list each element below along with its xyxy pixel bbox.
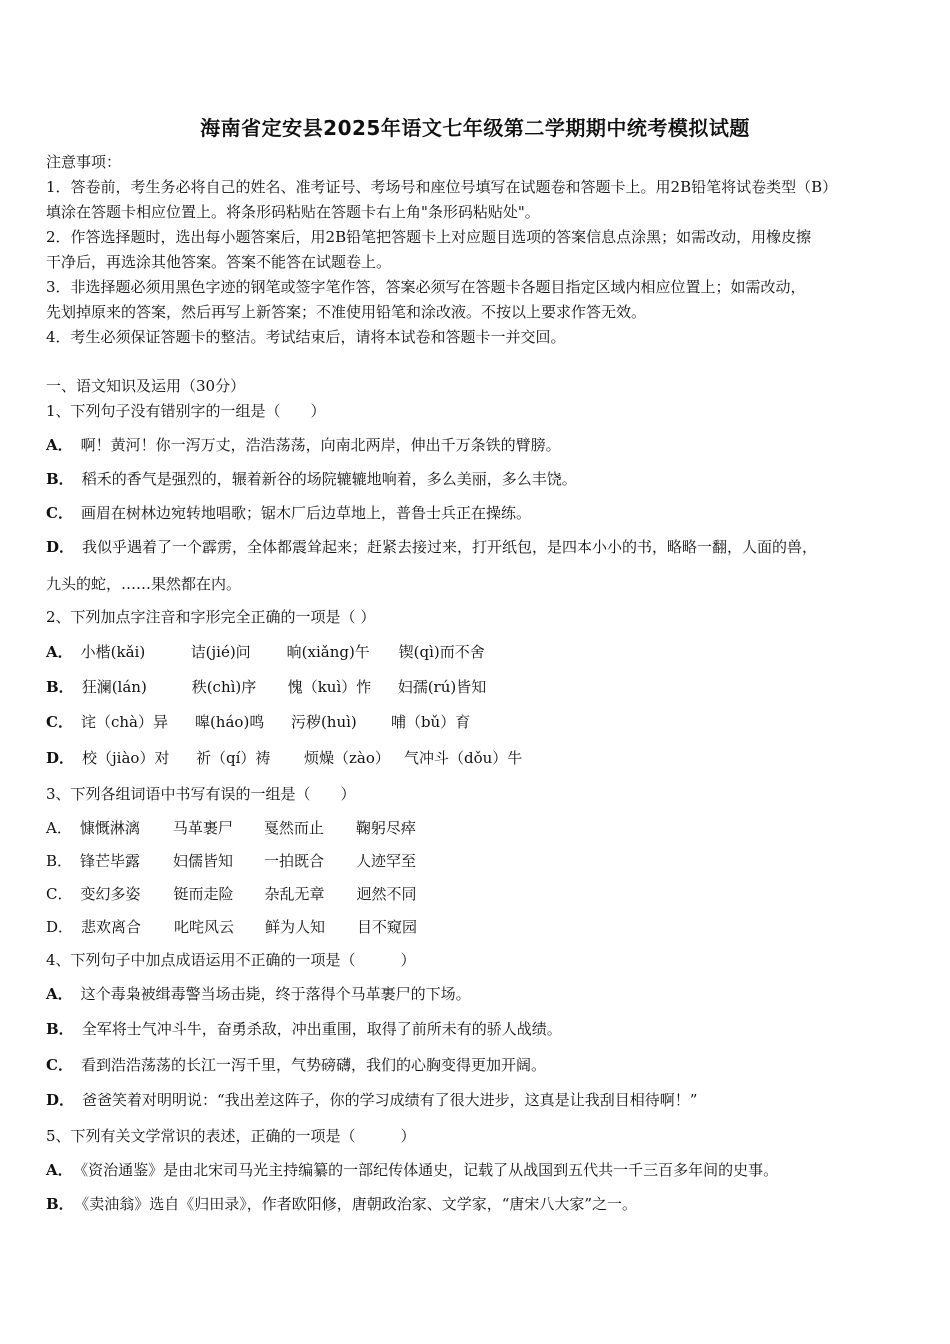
option-line — [46, 712, 470, 732]
notice-line: 1．答卷前，考生务必将自己的姓名、准考证号、考场号和座位号填写在试题卷和答题卡上。用2B铅笔将试卷类型（B） — [46, 178, 838, 196]
option-line — [46, 1019, 562, 1039]
question-stem: 5、下列有关文学常识的表述，正确的一项是（ ） — [46, 1127, 416, 1145]
option-line — [46, 642, 485, 662]
option-line — [46, 503, 531, 523]
option-label: C． — [46, 1056, 73, 1074]
option-label: C． — [46, 713, 73, 731]
notice-line: 3．非选择题必须用黑色字迹的钢笔或签字笔作答，答案必须写在答题卡各题目指定区域内相应位置上；如需改动， — [46, 278, 806, 296]
option-item: 烦燥（zào） — [304, 749, 390, 767]
option-item: 校（jiào）对 — [82, 749, 170, 767]
option-label: A． — [46, 985, 73, 1003]
option-item: 哺（bǔ）育 — [390, 713, 471, 731]
option-item: 秩(chì)序 — [191, 678, 257, 696]
option-text: 稻禾的香气是强烈的，辗着新谷的场院辘辘地响着，多么美丽，多么丰饶。 — [81, 470, 577, 488]
option-item: 目不窥园 — [357, 918, 418, 936]
option-label: B． — [46, 852, 73, 870]
option-line — [46, 851, 416, 871]
option-item: 鞠躬尽瘁 — [355, 819, 416, 837]
option-line — [46, 537, 817, 557]
option-label: B． — [46, 470, 74, 488]
option-label: D． — [46, 749, 75, 767]
option-item: 气冲斗（dǒu）牛 — [404, 749, 523, 767]
option-item: 愧（kuì）怍 — [287, 678, 372, 696]
option-item: 叱咤风云 — [174, 918, 235, 936]
option-item: 祈（qí）祷 — [196, 749, 271, 767]
option-line — [46, 469, 577, 489]
option-label: A． — [46, 819, 72, 837]
option-continuation: 九头的蛇，……果然都在内。 — [46, 575, 242, 593]
option-line — [46, 1055, 546, 1075]
option-label: C． — [46, 504, 73, 522]
notice-line: 填涂在答题卡相应位置上。将条形码粘贴在答题卡右上角"条形码粘贴处"。 — [46, 203, 540, 221]
notice-heading: 注意事项： — [46, 153, 122, 171]
option-item: 狂澜(lán) — [81, 678, 147, 696]
question-stem: 2、下列加点字注音和字形完全正确的一项是（ ） — [46, 608, 376, 626]
option-text: 爸爸笑着对明明说：“我出差这阵子，你的学习成绩有了很大进步，这真是让我刮目相待啊！” — [82, 1091, 698, 1109]
option-line — [46, 1090, 697, 1110]
option-line — [46, 884, 417, 904]
option-label: A． — [46, 643, 73, 661]
option-text: 画眉在树林边宛转地唱歌；锯木厂后边草地上，普鲁士兵正在操练。 — [80, 504, 531, 522]
option-item: 慷慨淋漓 — [79, 819, 140, 837]
option-item: 嗥(háo)鸣 — [194, 713, 265, 731]
option-line — [46, 1160, 778, 1180]
option-item: 小楷(kǎi) — [80, 643, 146, 661]
option-line — [46, 984, 471, 1004]
option-line — [46, 818, 416, 838]
option-label: D． — [46, 538, 75, 556]
option-item: 妇孺(rú)皆知 — [397, 678, 487, 696]
option-item: 污秽(huì) — [290, 713, 357, 731]
option-item: 鲜为人知 — [265, 918, 326, 936]
option-label: D． — [46, 918, 74, 936]
option-text: 《资治通鉴》是由北宋司马光主持编纂的一部纪传体通史，记载了从战国到五代共一千三百多年间的史事。 — [80, 1161, 779, 1179]
option-line — [46, 917, 417, 937]
option-text: 看到浩浩荡荡的长江一泻千里，气势磅礴，我们的心胸变得更加开阔。 — [80, 1056, 546, 1074]
option-item: 杂乱无章 — [264, 885, 325, 903]
option-line — [46, 677, 486, 697]
section-heading: 一、语文知识及运用（30分） — [46, 377, 246, 395]
question-stem: 1、下列句子没有错别字的一组是（ ） — [46, 402, 326, 420]
option-item: 迥然不同 — [356, 885, 417, 903]
option-label: A． — [46, 1161, 73, 1179]
option-text: 我似乎遇着了一个霹雳，全体都震耸起来；赶紧去接过来，打开纸包，是四本小小的书，略略一翻，人面的兽， — [82, 538, 818, 556]
notice-line: 先划掉原来的答案，然后再写上新答案；不准使用铅笔和涂改液。不按以上要求作答无效。 — [46, 303, 647, 321]
option-item: 锋芒毕露 — [80, 852, 141, 870]
option-label: A． — [46, 436, 73, 454]
option-text: 《卖油翁》选自《归田录》，作者欧阳修，唐朝政治家、文学家，“唐宋八大家”之一。 — [81, 1195, 638, 1213]
option-label: B． — [46, 1195, 74, 1213]
option-item: 马革裹尸 — [172, 819, 233, 837]
option-text: 这个毒枭被缉毒警当场击毙，终于落得个马革裹尸的下场。 — [80, 985, 471, 1003]
notice-line: 2．作答选择题时，选出每小题答案后，用2B铅笔把答题卡上对应题目选项的答案信息点涂黑；如需改动，用橡皮擦 — [46, 228, 812, 246]
option-label: B． — [46, 1020, 74, 1038]
option-item: 悲欢离合 — [81, 918, 142, 936]
option-item: 铤而走险 — [173, 885, 234, 903]
option-item: 诘(jié)问 — [190, 643, 251, 661]
option-label: B． — [46, 678, 74, 696]
option-item: 一拍既合 — [264, 852, 325, 870]
option-text: 啊！黄河！你一泻万丈，浩浩荡荡，向南北两岸，伸出千万条铁的臂膀。 — [80, 436, 561, 454]
notice-line: 干净后，再选涂其他答案。答案不能答在试题卷上。 — [46, 253, 392, 271]
option-line — [46, 1194, 637, 1214]
option-label: D． — [46, 1091, 75, 1109]
option-item: 诧（chà）异 — [80, 713, 168, 731]
option-text: 全军将士气冲斗牛，奋勇杀敌，冲出重围，取得了前所未有的骄人战绩。 — [81, 1020, 562, 1038]
option-item: 锲(qì)而不舍 — [398, 643, 485, 661]
option-item: 晌(xiǎng)午 — [286, 643, 370, 661]
option-item: 妇儒皆知 — [173, 852, 234, 870]
option-label: C． — [46, 885, 73, 903]
option-item: 人迹罕至 — [356, 852, 417, 870]
question-stem: 3、下列各组词语中书写有误的一组是（ ） — [46, 785, 356, 803]
option-item: 变幻多姿 — [80, 885, 141, 903]
question-stem: 4、下列句子中加点成语运用不正确的一项是（ ） — [46, 951, 416, 969]
option-line — [46, 435, 561, 455]
option-line — [46, 748, 522, 768]
page-title: 海南省定安县2025年语文七年级第二学期期中统考模拟试题 — [200, 116, 750, 140]
notice-line: 4．考生必须保证答题卡的整洁。考试结束后，请将本试卷和答题卡一并交回。 — [46, 328, 566, 346]
option-item: 戛然而止 — [263, 819, 324, 837]
